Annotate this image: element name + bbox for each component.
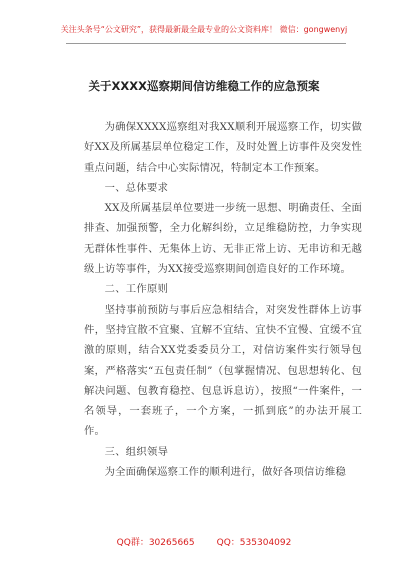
section-heading-organization-leadership: 三、组织领导 [104, 445, 169, 458]
section-paragraph-working-principles: 坚持事前预防与事后应急相结合，对突发性群体上访事件，坚持宜散不宜聚、宜解不宜结、宜快不宜慢、宜缓不宜激的原则，结合XX党委委员分工，对信访案件实行领导包案，严格落实“五包责任制”（包掌握情况、包思想转化、包解决问题、包教育稳控、包息诉息访），按照“一件案件，一名领导，一套班子，一个方案，一抓到底”的办法开展工作。 [84, 303, 362, 438]
document-body [84, 117, 362, 482]
section-paragraph-organization-leadership: 为全面确保巡察工作的顺利进行，做好各项信访维稳 [104, 466, 347, 479]
section-heading-general-requirements: 一、总体要求 [104, 181, 169, 194]
header-divider [66, 43, 346, 44]
intro-paragraph: 为确保XXXX巡察组对我XX顺利开展巡察工作，切实做好XX及所属基层单位稳定工作，及时处置上访事件及突发性重点问题，结合中心实际情况，特制定本工作预案。 [84, 121, 362, 174]
document-title: 关于XXXX巡察期间信访维稳工作的应急预案 [88, 79, 320, 93]
footer-qq-number: QQ：535304092 [216, 538, 292, 548]
footer-contact [0, 537, 408, 549]
section-paragraph-general-requirements: XX及所属基层单位要进一步统一思想、明确责任、全面排查、加强预警，全力化解纠纷，立足维稳防控，力争实现无群体性事件、无集体上访、无非正常上访、无串访和无越级上访等事件，为XX接受巡察期间创造良好的工作环境。 [84, 202, 362, 276]
header-banner: 关注头条号“公文研究”，获得最新最全最专业的公文资料库！ 微信：gongwenyj [60, 25, 348, 34]
section-heading-working-principles: 二、工作原则 [104, 283, 169, 296]
footer-qq-group: QQ群：30265665 [116, 538, 195, 548]
